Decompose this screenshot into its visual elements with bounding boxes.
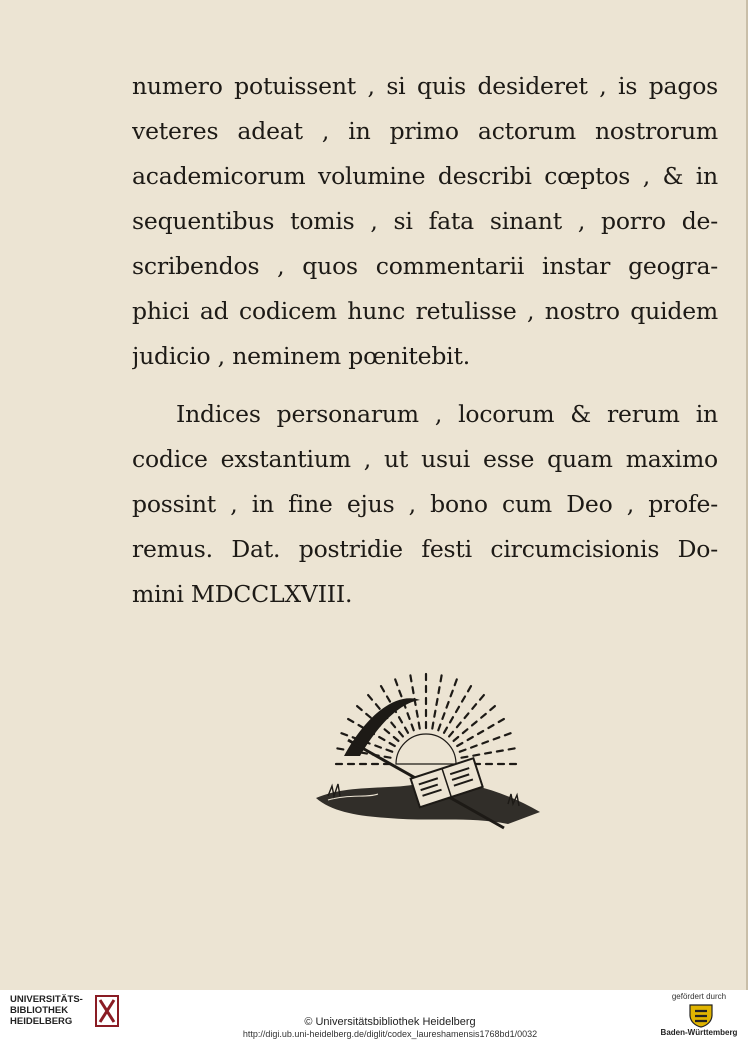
sun-ray bbox=[447, 702, 449, 708]
sun-ray bbox=[449, 732, 453, 737]
sun-ray bbox=[465, 713, 469, 718]
sun-ray bbox=[468, 686, 471, 691]
source-url-link[interactable]: http://digi.ub.uni-heidelberg.de/diglit/codex_laureshamensis1768bd1/0032 bbox=[242, 1029, 538, 1039]
sun-ray bbox=[473, 755, 479, 756]
sun-ray bbox=[375, 746, 381, 748]
library-name: UNIVERSITÄTS- BIBLIOTHEK HEIDELBERG bbox=[10, 994, 83, 1027]
sun-ray bbox=[439, 687, 440, 693]
sun-ray bbox=[471, 746, 477, 748]
sun-ray bbox=[456, 707, 459, 712]
sun-ray bbox=[490, 706, 495, 710]
sun-ray bbox=[395, 679, 397, 685]
text-line-11: remus. Dat. postridie festi circumcisionis Do- bbox=[132, 535, 718, 563]
sun-ray bbox=[497, 751, 503, 752]
sun-ray bbox=[472, 722, 477, 726]
text-line-12: mini MDCCLXVIII. bbox=[132, 580, 353, 608]
funder-name: Baden-Württemberg bbox=[660, 1028, 738, 1037]
vignette-ornament bbox=[308, 672, 544, 840]
sun-ray bbox=[387, 697, 390, 702]
sun-ray bbox=[348, 719, 353, 722]
sun-ray bbox=[460, 750, 466, 752]
sun-ray bbox=[494, 737, 500, 739]
sun-ray bbox=[482, 741, 488, 743]
sun-ray bbox=[385, 757, 391, 758]
sun-ray bbox=[478, 731, 483, 734]
sun-ray bbox=[376, 704, 380, 709]
sun-ray bbox=[444, 728, 447, 733]
sun-ray bbox=[455, 679, 457, 685]
text-line-3: academicorum volumine describi cœptos , & in bbox=[132, 162, 718, 190]
footer-bar bbox=[0, 990, 748, 1042]
sun-ray bbox=[480, 695, 484, 700]
text-line-9: codice exstantium , ut usui esse quam maximo bbox=[132, 445, 718, 473]
sun-ray bbox=[457, 743, 462, 746]
sun-ray bbox=[505, 733, 511, 735]
sun-ray bbox=[462, 757, 468, 758]
text-line-6: phici ad codicem hunc retulisse , nostro quidem bbox=[132, 297, 718, 325]
sun-ray bbox=[419, 723, 420, 729]
sun-ray bbox=[408, 713, 410, 719]
sun-ray bbox=[432, 723, 433, 729]
sun-ray bbox=[454, 737, 459, 741]
sun-ray bbox=[399, 732, 403, 737]
sun-ray bbox=[341, 733, 347, 735]
sun-ray bbox=[499, 719, 504, 722]
text-line-2: veteres adeat , in primo actorum nostrorum bbox=[132, 117, 718, 145]
sun-ray bbox=[481, 714, 486, 718]
sun-ray bbox=[359, 725, 364, 728]
sun-ray bbox=[410, 675, 411, 681]
sun-ray bbox=[394, 737, 399, 741]
sun-ray bbox=[438, 725, 440, 731]
sun-ray bbox=[337, 748, 343, 749]
text-line-4: sequentibus tomis , si fata sinant , porro de- bbox=[132, 207, 718, 235]
text-line-5: scribendos , quos commentarii instar geogra- bbox=[132, 252, 718, 280]
text-line-7: judicio , neminem pœnitebit. bbox=[132, 342, 471, 370]
library-logo-icon[interactable] bbox=[94, 994, 120, 1028]
sun-ray bbox=[509, 748, 515, 749]
sun-ray bbox=[451, 691, 453, 697]
sun-ray bbox=[488, 725, 493, 728]
sun-ray bbox=[405, 728, 408, 733]
sun-ray bbox=[387, 750, 393, 752]
text-line-8: Indices personarum , locorum & rerum in bbox=[176, 400, 718, 428]
sun-ray bbox=[413, 687, 414, 693]
sun-ray bbox=[457, 723, 461, 728]
sun-ray bbox=[463, 729, 468, 733]
sun-ray bbox=[450, 717, 453, 722]
sun-ray bbox=[366, 714, 371, 718]
sun-ray bbox=[399, 691, 401, 697]
sun-ray bbox=[390, 743, 395, 746]
sun-ray bbox=[436, 699, 437, 705]
sun-ray bbox=[472, 704, 476, 709]
sun-ray bbox=[412, 725, 414, 731]
sun-ray bbox=[442, 713, 444, 719]
text-line-1: numero potuissent , si quis desideret , is pagos bbox=[132, 72, 718, 100]
sun-ray bbox=[357, 706, 362, 710]
sun-ray bbox=[381, 686, 384, 691]
coat-of-arms-icon bbox=[686, 1002, 716, 1028]
sun-ray bbox=[368, 695, 372, 700]
sun-ray bbox=[417, 711, 418, 717]
sun-ray bbox=[399, 717, 402, 722]
sun-ray bbox=[434, 711, 435, 717]
sun-ray bbox=[468, 737, 473, 740]
funded-by-label: gefördert durch bbox=[671, 992, 727, 1001]
sun-ray bbox=[385, 729, 390, 733]
sun-ray bbox=[485, 753, 491, 754]
copyright-notice: © Universitätsbibliothek Heidelberg bbox=[304, 1016, 476, 1028]
sun-ray bbox=[462, 697, 465, 702]
sun-ray bbox=[441, 675, 442, 681]
sun-ray bbox=[391, 723, 395, 728]
text-line-10: possint , in fine ejus , bono cum Deo , profe- bbox=[132, 490, 718, 518]
sun-ray bbox=[379, 737, 384, 740]
page-text bbox=[132, 64, 718, 617]
